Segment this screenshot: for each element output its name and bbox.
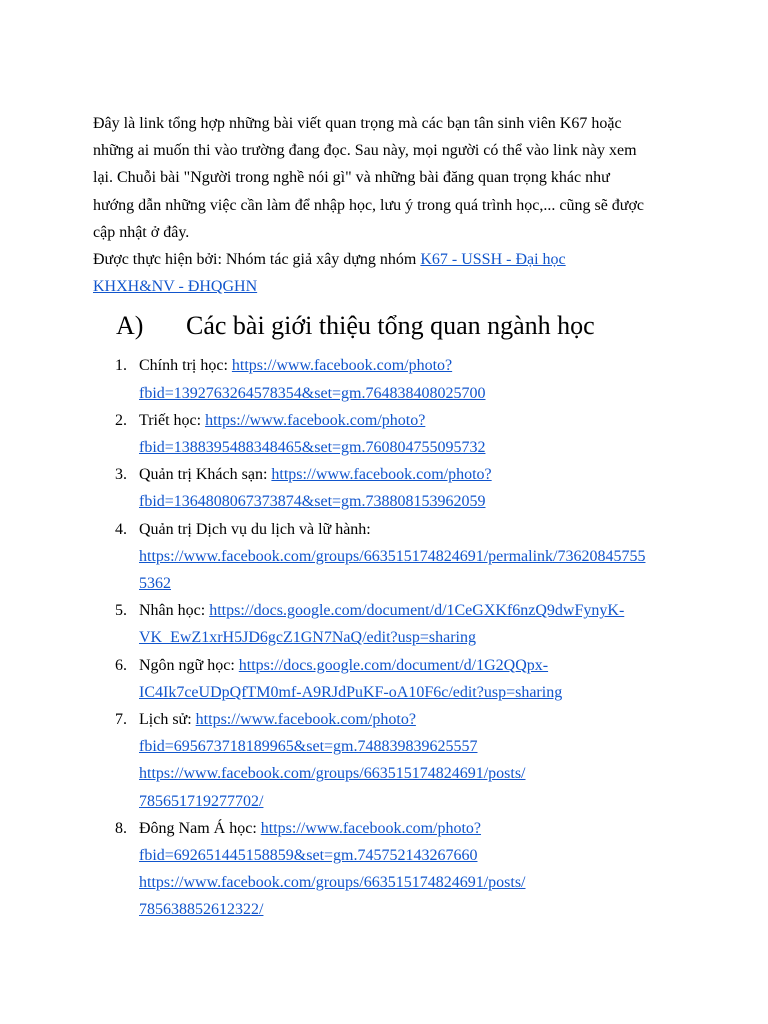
list-item xyxy=(93,407,683,461)
item-line xyxy=(139,652,683,679)
section-title: Các bài giới thiệu tổng quan ngành học xyxy=(186,311,595,341)
item-label: Chính trị học: xyxy=(139,357,232,375)
intro-line: lại. Chuỗi bài "Người trong nghề nói gì" và những bài đăng quan trọng khác như xyxy=(93,169,610,187)
item-label: Quản trị Dịch vụ du lịch và lữ hành: xyxy=(139,520,371,538)
credit-prefix: Được thực hiện bởi: Nhóm tác giả xây dựng nhóm xyxy=(93,251,421,269)
item-line xyxy=(139,624,683,651)
item-link-cont[interactable]: fbid=1388395488348465&set=gm.760804755095732 xyxy=(139,439,486,457)
item-line xyxy=(139,679,683,706)
intro-paragraph xyxy=(93,110,683,246)
item-line xyxy=(139,760,683,787)
item-number: 5. xyxy=(115,602,127,620)
item-line xyxy=(139,461,683,488)
item-link-cont[interactable]: fbid=695673718189965&set=gm.748839839625557 xyxy=(139,738,478,756)
list-item xyxy=(93,815,683,924)
item-number: 4. xyxy=(115,520,127,538)
item-line xyxy=(139,597,683,624)
item-line xyxy=(139,869,683,896)
item-label: Nhân học: xyxy=(139,602,210,620)
group-link[interactable]: K67 - USSH - Đại học xyxy=(420,251,566,269)
item-label: Ngôn ngữ học: xyxy=(139,656,239,674)
item-link[interactable]: https://docs.google.com/document/d/1CeGXKf6nzQ9dwFynyK- xyxy=(209,602,625,620)
item-line xyxy=(139,543,683,570)
list-item xyxy=(93,461,683,515)
item-number: 8. xyxy=(115,819,127,837)
item-number: 2. xyxy=(115,411,127,429)
intro-line: hướng dẫn những việc cần làm để nhập học, lưu ý trong quá trình học,... cũng sẽ được xyxy=(93,196,645,214)
item-line xyxy=(139,516,683,543)
item-line xyxy=(139,842,683,869)
item-line xyxy=(139,706,683,733)
item-line xyxy=(139,407,683,434)
intro-line: cập nhật ở đây. xyxy=(93,223,190,241)
section-number: A) xyxy=(116,311,144,341)
document-content xyxy=(93,110,683,924)
item-link[interactable]: https://www.facebook.com/photo? xyxy=(195,711,416,729)
item-link-cont[interactable]: fbid=1364808067373874&set=gm.738808153962059 xyxy=(139,493,486,511)
item-line xyxy=(139,733,683,760)
item-line xyxy=(139,896,683,923)
list-item xyxy=(93,516,683,598)
item-link[interactable]: https://www.facebook.com/groups/663515174824691/permalink/73620845755 xyxy=(139,547,646,565)
major-list xyxy=(93,352,683,923)
item-link-cont[interactable]: IC4Ik7ceUDpQfTM0mf-A9RJdPuKF-oA10F6c/edit?usp=sharing xyxy=(139,683,563,701)
item-line xyxy=(139,488,683,515)
item-line xyxy=(139,434,683,461)
item-label: Quản trị Khách sạn: xyxy=(139,466,272,484)
credit-line xyxy=(93,246,683,273)
item-link[interactable]: https://www.facebook.com/photo? xyxy=(271,466,492,484)
list-item xyxy=(93,652,683,706)
item-link-cont[interactable]: fbid=1392763264578354&set=gm.764838408025700 xyxy=(139,384,486,402)
item-label: Đông Nam Á học: xyxy=(139,819,261,837)
item-link-cont[interactable]: VK_EwZ1xrH5JD6gcZ1GN7NaQ/edit?usp=sharing xyxy=(139,629,476,647)
item-number: 3. xyxy=(115,466,127,484)
item-label: Triết học: xyxy=(139,411,206,429)
item-line xyxy=(139,570,683,597)
item-line xyxy=(139,380,683,407)
item-number: 1. xyxy=(115,357,127,375)
item-line xyxy=(139,788,683,815)
item-link[interactable]: https://www.facebook.com/photo? xyxy=(260,819,482,837)
list-item xyxy=(93,352,683,406)
item-link-2[interactable]: https://www.facebook.com/groups/663515174824691/posts/ xyxy=(139,765,526,783)
section-a-heading xyxy=(116,306,683,346)
credit-paragraph xyxy=(93,246,683,300)
group-link-cont[interactable]: KHXH&NV - ĐHQGHN xyxy=(93,278,258,296)
item-number: 7. xyxy=(115,711,127,729)
item-line xyxy=(139,352,683,379)
item-link-cont[interactable]: 5362 xyxy=(139,575,171,593)
item-link-cont[interactable]: fbid=692651445158859&set=gm.745752143267660 xyxy=(139,847,478,865)
credit-line-2 xyxy=(93,273,683,300)
item-link-2-cont[interactable]: 785638852612322/ xyxy=(139,901,264,919)
item-link[interactable]: https://docs.google.com/document/d/1G2QQpx- xyxy=(238,656,549,674)
item-number: 6. xyxy=(115,656,127,674)
list-item xyxy=(93,706,683,815)
item-label: Lịch sử: xyxy=(139,711,196,729)
item-link-2[interactable]: https://www.facebook.com/groups/663515174824691/posts/ xyxy=(139,874,526,892)
item-link[interactable]: https://www.facebook.com/photo? xyxy=(231,357,453,375)
item-link[interactable]: https://www.facebook.com/photo? xyxy=(205,411,426,429)
list-item xyxy=(93,597,683,651)
intro-line: Đây là link tổng hợp những bài viết quan trọng mà các bạn tân sinh viên K67 hoặc xyxy=(93,115,622,132)
item-line xyxy=(139,815,683,842)
item-link-2-cont[interactable]: 785651719277702/ xyxy=(139,792,264,810)
intro-line: những ai muốn thi vào trường đang đọc. Sau này, mọi người có thể vào link này xem xyxy=(93,142,637,160)
